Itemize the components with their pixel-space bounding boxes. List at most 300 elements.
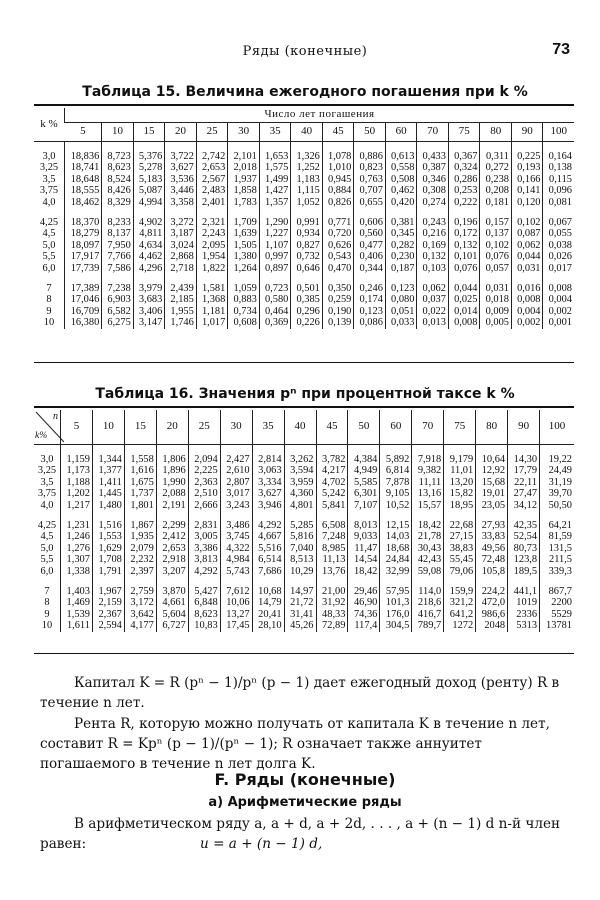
table16-value-cell: 42,43 [412,554,444,565]
table15-value-cell: 2,095 [196,240,228,251]
table16-corner [34,410,61,445]
table15-rate-cell: 4,25 [39,217,59,229]
table16-value-cell: 12,15 [380,520,412,531]
table16-value-cell: 1,558 [124,454,156,465]
table15-value-cell: 2,567 [196,174,228,185]
table15-row [34,251,574,262]
table16-value-cell: 21,72 [284,597,316,608]
table16-value-cell: 2,367 [92,609,124,620]
table16-value-cell: 13,27 [220,609,252,620]
table16-value-cell: 18,68 [380,543,412,554]
table15-value-cell: 0,311 [480,151,512,162]
table16-row [34,477,574,488]
table16-value-cell: 4,984 [220,554,252,565]
table16-value-cell: 29,46 [348,586,380,597]
table15-row [34,197,574,208]
table16-value-cell: 14,54 [348,554,380,565]
table16-value-cell: 3,017 [220,488,252,499]
table15-value-cell: 0,350 [322,283,354,294]
table15-value-cell: 17,739 [65,263,102,274]
table16-corner-k: k% [35,430,48,441]
table15-value-cell: 0,606 [354,217,386,228]
table15-value-cell: 0,433 [417,151,449,162]
table15-value-cell: 0,560 [354,228,386,239]
table15-row [34,151,574,162]
table16-value-cell: 4,292 [252,520,284,531]
table15-value-cell: 0,166 [511,174,543,185]
table16-value-cell: 10,52 [380,500,412,511]
table15-row [34,174,574,185]
table16-value-cell: 7,612 [220,586,252,597]
table15-value-cell: 1,653 [259,151,291,162]
table16-value-cell: 1,231 [61,520,93,531]
table16-value-cell: 5,516 [252,543,284,554]
table16-row [34,554,574,565]
table16-value-cell: 38,83 [444,543,476,554]
table15-value-cell: 1,059 [228,283,260,294]
table16-rate-cell: 8 [44,597,50,609]
table16-value-cell: 3,262 [284,454,316,465]
table16-col-header: 10 [92,410,124,445]
table15-caption: Таблица 15. Величина ежегодного погашения при k % [82,84,528,100]
table15-value-cell: 4,994 [133,197,165,208]
table15-value-cell: 0,470 [322,263,354,274]
table15-value-cell: 0,141 [511,185,543,196]
table15-value-cell: 0,193 [511,162,543,173]
table15-value-cell: 0,051 [385,306,417,317]
table15-value-cell: 3,722 [165,151,197,162]
table16-value-cell: 2,759 [124,586,156,597]
table15-row [34,162,574,173]
table16-value-cell: 52,54 [508,531,540,542]
table16-value-cell: 10,64 [476,454,508,465]
table15-value-cell: 6,903 [102,294,134,305]
table15-value-cell: 1,252 [291,162,323,173]
table15-value-cell: 1,052 [291,197,323,208]
table15-value-cell: 1,639 [228,228,260,239]
table16-value-cell: 2,191 [156,500,188,511]
table16-value-cell: 1,935 [124,531,156,542]
table15-value-cell: 0,103 [417,263,449,274]
table15-value-cell: 0,226 [291,317,323,328]
table16-row [34,620,574,631]
table16-value-cell: 18,95 [444,500,476,511]
table15-value-cell: 6,275 [102,317,134,328]
table15-value-cell: 0,272 [480,162,512,173]
table15-value-cell: 0,225 [511,151,543,162]
table16-value-cell: 1,708 [92,554,124,565]
table16-col-header: 25 [188,410,220,445]
table15-value-cell: 0,934 [291,228,323,239]
table16-value-cell: 5313 [508,620,540,631]
table16-value-cell: 1,539 [61,609,93,620]
table16-value-cell: 2,610 [220,465,252,476]
table15-value-cell: 0,253 [448,185,480,196]
table16-value-cell: 7,040 [284,543,316,554]
table15-value-cell: 3,024 [165,240,197,251]
table15-value-cell: 2,718 [165,263,197,274]
table16-value-cell: 31,41 [284,609,316,620]
paragraph-arithmetic: В арифметическом ряду a, a + d, a + 2d, . . . , a + (n − 1) d n-й член равен: [40,816,561,852]
table15-rate-cell: 3,5 [42,173,56,185]
table15-value-cell: 0,464 [259,306,291,317]
table15-value-cell: 18,279 [65,228,102,239]
table16-value-cell: 11,11 [412,477,444,488]
table16-value-cell: 176,0 [380,609,412,620]
table16-value-cell: 13,76 [316,566,348,577]
table15-value-cell: 1,010 [322,162,354,173]
table16-value-cell: 74,36 [348,609,380,620]
table16-value-cell: 15,57 [412,500,444,511]
table16-value-cell: 114,0 [412,586,444,597]
table16-row [34,586,574,597]
table15-value-cell: 0,238 [480,174,512,185]
table15-value-cell: 0,230 [385,251,417,262]
table16-value-cell: 5,604 [156,609,188,620]
table15-group-spacer [34,142,574,152]
table15-value-cell: 0,346 [417,174,449,185]
table15-value-cell: 7,766 [102,251,134,262]
table16-value-cell: 1,629 [92,543,124,554]
table16-value-cell: 1,159 [61,454,93,465]
table16-value-cell: 2048 [476,620,508,631]
table15-row [34,217,574,228]
table16-value-cell: 8,013 [348,520,380,531]
table15-rate-cell: 10 [43,317,55,329]
table15-value-cell: 0,096 [543,185,574,196]
table16-col-header: 50 [348,410,380,445]
table15-value-cell: 4,462 [133,251,165,262]
table15-value-cell: 0,102 [480,240,512,251]
table16-value-cell: 101,3 [380,597,412,608]
table15-value-cell: 0,720 [322,228,354,239]
table15-value-cell: 16,380 [65,317,102,328]
table15-value-cell: 2,483 [196,185,228,196]
table15-col-header: 75 [448,123,480,142]
table16-value-cell: 339,3 [540,566,574,577]
table15-row [34,283,574,294]
table15-value-cell: 0,196 [448,217,480,228]
table15-value-cell: 0,296 [291,306,323,317]
table15-value-cell: 7,238 [102,283,134,294]
table15-value-cell: 1,746 [165,317,197,328]
table15-value-cell: 2,243 [196,228,228,239]
table15-value-cell: 0,008 [511,294,543,305]
table16-value-cell: 80,73 [508,543,540,554]
table15-value-cell: 4,811 [133,228,165,239]
table16-value-cell: 2,397 [124,566,156,577]
table15-value-cell: 0,174 [354,294,386,305]
table16-value-cell: 5,285 [284,520,316,531]
table15-value-cell: 2,653 [196,162,228,173]
table16-col-header: 5 [61,410,93,445]
table16-value-cell: 304,5 [380,620,412,631]
table15-value-cell: 1,709 [228,217,260,228]
table16-value-cell: 4,322 [220,543,252,554]
table15-value-cell: 1,783 [228,197,260,208]
table16-value-cell: 31,92 [316,597,348,608]
table16-value-cell: 33,83 [476,531,508,542]
table16-value-cell: 20,41 [252,609,284,620]
table16-value-cell: 5,841 [316,500,348,511]
table16-value-cell: 3,870 [156,586,188,597]
table15-value-cell: 0,001 [543,317,574,328]
table16-value-cell: 2,079 [124,543,156,554]
table16-value-cell: 4,217 [316,465,348,476]
table16-value-cell: 27,47 [508,488,540,499]
table16-value-cell: 10,83 [188,620,220,631]
table15-value-cell: 18,741 [65,162,102,173]
table16-value-cell: 4,801 [284,500,316,511]
table15-row [34,317,574,328]
table15-value-cell: 0,608 [228,317,260,328]
table15-row [34,185,574,196]
table16-value-cell: 2,094 [188,454,220,465]
table16-value-cell: 17,45 [220,620,252,631]
table15-value-cell: 0,081 [543,197,574,208]
table16-value-cell: 441,1 [508,586,540,597]
table15-value-cell: 1,227 [259,228,291,239]
table15-value-cell: 3,358 [165,197,197,208]
table15-value-cell: 4,296 [133,263,165,274]
table16-rate-cell: 6,0 [40,565,54,577]
table15-col-header: 80 [480,123,512,142]
table15-value-cell: 8,233 [102,217,134,228]
table16-row [34,609,574,620]
table15-value-cell: 0,157 [480,217,512,228]
table16-bottom-rule [34,653,574,654]
table15-value-cell: 18,836 [65,151,102,162]
table16-value-cell: 117,4 [348,620,380,631]
table16-value-cell: 3,745 [220,531,252,542]
table16-value-cell: 189,5 [508,566,540,577]
table16-value-cell: 30,43 [412,543,444,554]
table15-value-cell: 0,031 [511,263,543,274]
table15-value-cell: 0,008 [448,317,480,328]
table16-col-header: 90 [508,410,540,445]
table15-row [34,263,574,274]
table16-value-cell: 5,585 [348,477,380,488]
table16-value-cell: 1,990 [156,477,188,488]
table16-value-cell: 1,553 [92,531,124,542]
formula-nth-term: u = a + (n − 1) d, [200,836,323,852]
table15-bottom-rule [34,362,574,363]
table15-value-cell: 18,462 [65,197,102,208]
table15-value-cell: 1,017 [196,317,228,328]
table16-col-header: 40 [284,410,316,445]
table15-value-cell: 2,185 [165,294,197,305]
table15-value-cell: 0,004 [543,294,574,305]
table16-value-cell: 7,107 [348,500,380,511]
table16-value-cell: 3,063 [252,465,284,476]
table15-value-cell: 0,013 [417,317,449,328]
table15-row [34,306,574,317]
table16-rate-cell: 10 [41,620,53,632]
table15-value-cell: 0,076 [448,263,480,274]
table16-value-cell: 13781 [540,620,574,631]
table15-value-cell: 0,016 [511,283,543,294]
table15-group-spacer [34,274,574,283]
table16-rate-cell: 4,5 [40,531,54,543]
table15-value-cell: 0,381 [385,217,417,228]
table15-value-cell: 0,057 [480,263,512,274]
table16-value-cell: 3,207 [156,566,188,577]
table16-value-cell: 2,427 [220,454,252,465]
table15-rate-cell: 3,75 [39,185,59,197]
table16-value-cell: 1,867 [124,520,156,531]
table16-value-cell: 55,45 [444,554,476,565]
table15-rate-cell: 7 [46,283,52,295]
table15-value-cell: 0,655 [354,197,386,208]
table16-value-cell: 17,79 [508,465,540,476]
table15-value-cell: 0,883 [228,294,260,305]
table16-value-cell: 7,918 [412,454,444,465]
table16-rate-cell: 5,5 [40,554,54,566]
table15-value-cell: 0,462 [385,185,417,196]
table16-value-cell: 5,892 [380,454,412,465]
table15-value-cell: 0,123 [354,306,386,317]
table15-value-cell: 1,264 [228,263,260,274]
table16-col-header: 80 [476,410,508,445]
table16-value-cell: 1,737 [124,488,156,499]
table16-value-cell: 10,29 [284,566,316,577]
table15-value-cell: 0,101 [448,251,480,262]
table15-value-cell: 8,137 [102,228,134,239]
table15-value-cell: 2,439 [165,283,197,294]
table15-value-cell: 0,991 [291,217,323,228]
table16-rate-cell: 4,25 [37,520,57,532]
table15-value-cell: 0,646 [291,263,323,274]
table15-value-cell: 0,286 [448,174,480,185]
table16-value-cell: 13,20 [444,477,476,488]
table16-value-cell: 641,2 [444,609,476,620]
table16-value-cell: 22,68 [444,520,476,531]
table15-value-cell: 0,406 [354,251,386,262]
table15-value-cell: 0,732 [291,251,323,262]
table16-value-cell: 105,8 [476,566,508,577]
table16-value-cell: 6,301 [348,488,380,499]
table16-rate-cell: 3,75 [37,488,57,500]
table16-value-cell: 1,469 [61,597,93,608]
table15-value-cell: 0,282 [385,240,417,251]
table15-value-cell: 0,115 [543,174,574,185]
table15-value-cell: 0,886 [354,151,386,162]
table15-value-cell: 5,278 [133,162,165,173]
subsection-title: а) Арифметические ряды [208,795,402,810]
table16-value-cell: 4,292 [188,566,220,577]
table15-value-cell: 1,368 [196,294,228,305]
table16-row [34,454,574,465]
table15-value-cell: 0,274 [417,197,449,208]
table16-row [34,488,574,499]
table15-rate-cell: 3,0 [42,151,56,162]
table16-value-cell: 3,594 [284,465,316,476]
table16-value-cell: 1,217 [61,500,93,511]
table15-value-cell: 0,086 [354,317,386,328]
table15-col-header: 100 [543,123,574,142]
table15-value-cell: 1,183 [291,174,323,185]
table16-value-cell: 3,959 [284,477,316,488]
table15-value-cell: 1,858 [228,185,260,196]
table16-rate-cell: 3,25 [37,465,57,477]
table15-value-cell: 0,004 [511,306,543,317]
table16-value-cell: 6,508 [316,520,348,531]
table15-value-cell: 0,344 [354,263,386,274]
table16-value-cell: 1,675 [124,477,156,488]
table15-value-cell: 18,555 [65,185,102,196]
table16-value-cell: 14,97 [284,586,316,597]
table16-col-header: 60 [380,410,412,445]
table16-row [34,500,574,511]
table15-value-cell: 0,044 [448,283,480,294]
table15-col-header: 40 [291,123,323,142]
table16-col-header: 100 [540,410,574,445]
table16-col-header: 70 [412,410,444,445]
table15-value-cell: 0,613 [385,151,417,162]
table15-col-header: 5 [65,123,102,142]
table16-value-cell: 218,6 [412,597,444,608]
table15-value-cell: 3,683 [133,294,165,305]
table16-value-cell: 5,242 [316,488,348,499]
table15-rate-cell: 5,0 [42,239,56,251]
table16-value-cell: 39,70 [540,488,574,499]
table15-value-cell: 3,406 [133,306,165,317]
table15-value-cell: 0,067 [543,217,574,228]
table15-value-cell: 0,308 [417,185,449,196]
table15-value-cell: 3,446 [165,185,197,196]
table16-value-cell: 2,666 [188,500,220,511]
table16-value-cell: 6,848 [188,597,220,608]
table15-rate-cell: 5,5 [42,251,56,263]
table16-value-cell: 19,22 [540,454,574,465]
table16-value-cell: 7,878 [380,477,412,488]
table16-value-cell: 789,7 [412,620,444,631]
table15-value-cell: 1,954 [196,251,228,262]
table15-value-cell: 0,018 [480,294,512,305]
table15-value-cell: 8,723 [102,151,134,162]
table16-value-cell: 3,486 [220,520,252,531]
table15-value-cell: 0,723 [259,283,291,294]
table16-value-cell: 1,967 [92,586,124,597]
table16-value-cell: 3,782 [316,454,348,465]
paragraph-rent: Рента R, которую можно получать от капитала K в течение n лет, составит R = Kpⁿ (p − 1)/(pⁿ − 1); R означает также аннуитет погашаемого в течение n лет долга K. [40,716,550,772]
table15-value-cell: 0,017 [543,263,574,274]
table15-value-cell: 1,115 [291,185,323,196]
table16-value-cell: 6,514 [252,554,284,565]
table16-value-cell: 8,513 [284,554,316,565]
table16-value-cell: 46,90 [348,597,380,608]
table15-row [34,228,574,239]
table16-group-spacer [34,445,574,455]
table15-value-cell: 0,120 [511,197,543,208]
table16-value-cell: 9,382 [412,465,444,476]
table15-value-cell: 0,033 [385,317,417,328]
table16-value-cell: 42,35 [508,520,540,531]
table15-value-cell: 17,917 [65,251,102,262]
table16-value-cell: 867,7 [540,586,574,597]
table15-value-cell: 0,385 [291,294,323,305]
table15-value-cell: 18,370 [65,217,102,228]
table15-value-cell: 0,707 [354,185,386,196]
table15-value-cell: 0,026 [543,251,574,262]
running-header [40,41,570,64]
table15-value-cell: 1,955 [165,306,197,317]
table16-value-cell: 2,510 [188,488,220,499]
table16-value-cell: 2,653 [156,543,188,554]
table15-col-header: 20 [165,123,197,142]
table15-value-cell: 5,087 [133,185,165,196]
table15-value-cell: 18,097 [65,240,102,251]
